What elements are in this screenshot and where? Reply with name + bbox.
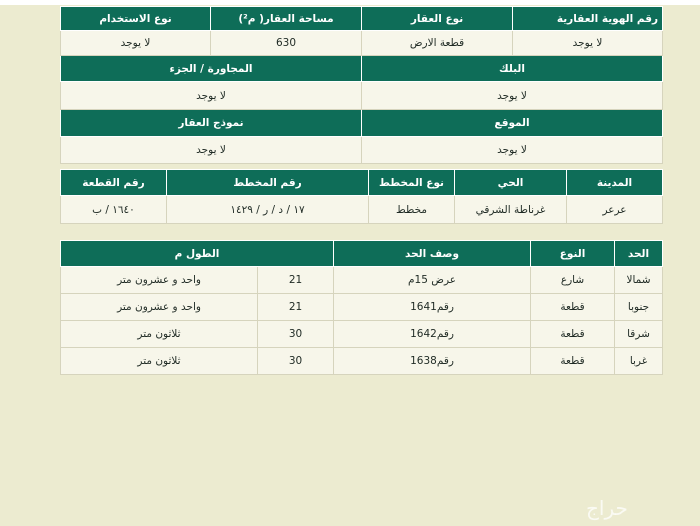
- watermark-logo: حراج: [586, 496, 628, 520]
- plan-header-row: [61, 170, 663, 196]
- header-plan-type: نوع المخطط: [369, 170, 455, 196]
- info-value-row-1: [61, 31, 663, 56]
- value-plan-number: ١٧ / د / ر / ١٤٢٩: [167, 196, 369, 224]
- value-property-model: لا يوجد: [61, 137, 362, 164]
- value-neighborhood-part: لا يوجد: [61, 82, 362, 110]
- boundary-type: قطعة: [531, 321, 615, 348]
- plan-info-table: [60, 169, 663, 224]
- info-header-row-1: [61, 7, 663, 31]
- boundary-length-text: ثلاثون متر: [61, 348, 258, 375]
- boundary-type: قطعة: [531, 348, 615, 375]
- value-block: لا يوجد: [362, 82, 663, 110]
- header-plan-number: رقم المخطط: [167, 170, 369, 196]
- boundary-length: 21: [258, 267, 334, 294]
- header-length: الطول م: [61, 241, 334, 267]
- header-description: وصف الحد: [334, 241, 531, 267]
- value-city: عرعر: [567, 196, 663, 224]
- value-location: لا يوجد: [362, 137, 663, 164]
- value-property-id: لا يوجد: [513, 31, 663, 56]
- table-row: [61, 294, 663, 321]
- info-value-row-2: [61, 82, 663, 110]
- header-neighborhood-part: المجاورة / الجزء: [61, 56, 362, 82]
- table-row: [61, 267, 663, 294]
- boundary-length-text: واحد و عشرون متر: [61, 267, 258, 294]
- boundary-side: غربا: [615, 348, 663, 375]
- header-block: البلك: [362, 56, 663, 82]
- value-plot-number: ١٦٤٠ / ب: [61, 196, 167, 224]
- info-value-row-3: [61, 137, 663, 164]
- info-header-row-2: [61, 56, 663, 82]
- header-location: الموقع: [362, 110, 663, 137]
- boundary-side: جنوبا: [615, 294, 663, 321]
- boundaries-table: [60, 240, 663, 375]
- info-header-row-3: [61, 110, 663, 137]
- boundary-description: رقم1638: [334, 348, 531, 375]
- header-property-type: نوع العقار: [362, 7, 513, 31]
- value-usage-type: لا يوجد: [61, 31, 211, 56]
- boundary-length: 30: [258, 321, 334, 348]
- header-property-id: رقم الهوية العقارية: [513, 7, 663, 31]
- header-property-area: مساحة العقار( م²): [211, 7, 362, 31]
- table-row: [61, 348, 663, 375]
- boundaries-header-row: [61, 241, 663, 267]
- boundary-description: عرض 15م: [334, 267, 531, 294]
- plan-value-row: [61, 196, 663, 224]
- header-property-model: نموذج العقار: [61, 110, 362, 137]
- header-plot-number: رقم القطعة: [61, 170, 167, 196]
- value-district: غرناطة الشرقي: [455, 196, 567, 224]
- value-property-type: قطعة الارض: [362, 31, 513, 56]
- table-row: [61, 321, 663, 348]
- top-edge-strip: [0, 0, 700, 5]
- header-type: النوع: [531, 241, 615, 267]
- boundary-length: 21: [258, 294, 334, 321]
- value-plan-type: مخطط: [369, 196, 455, 224]
- boundary-type: شارع: [531, 267, 615, 294]
- header-city: المدينة: [567, 170, 663, 196]
- header-side: الحد: [615, 241, 663, 267]
- boundary-description: رقم1642: [334, 321, 531, 348]
- boundary-side: شرقا: [615, 321, 663, 348]
- header-district: الحي: [455, 170, 567, 196]
- boundary-side: شمالا: [615, 267, 663, 294]
- boundary-description: رقم1641: [334, 294, 531, 321]
- boundary-length-text: واحد و عشرون متر: [61, 294, 258, 321]
- header-usage-type: نوع الاستخدام: [61, 7, 211, 31]
- boundary-length: 30: [258, 348, 334, 375]
- boundary-length-text: ثلاثون متر: [61, 321, 258, 348]
- value-property-area: 630: [211, 31, 362, 56]
- boundary-type: قطعة: [531, 294, 615, 321]
- property-info-table: [60, 6, 663, 164]
